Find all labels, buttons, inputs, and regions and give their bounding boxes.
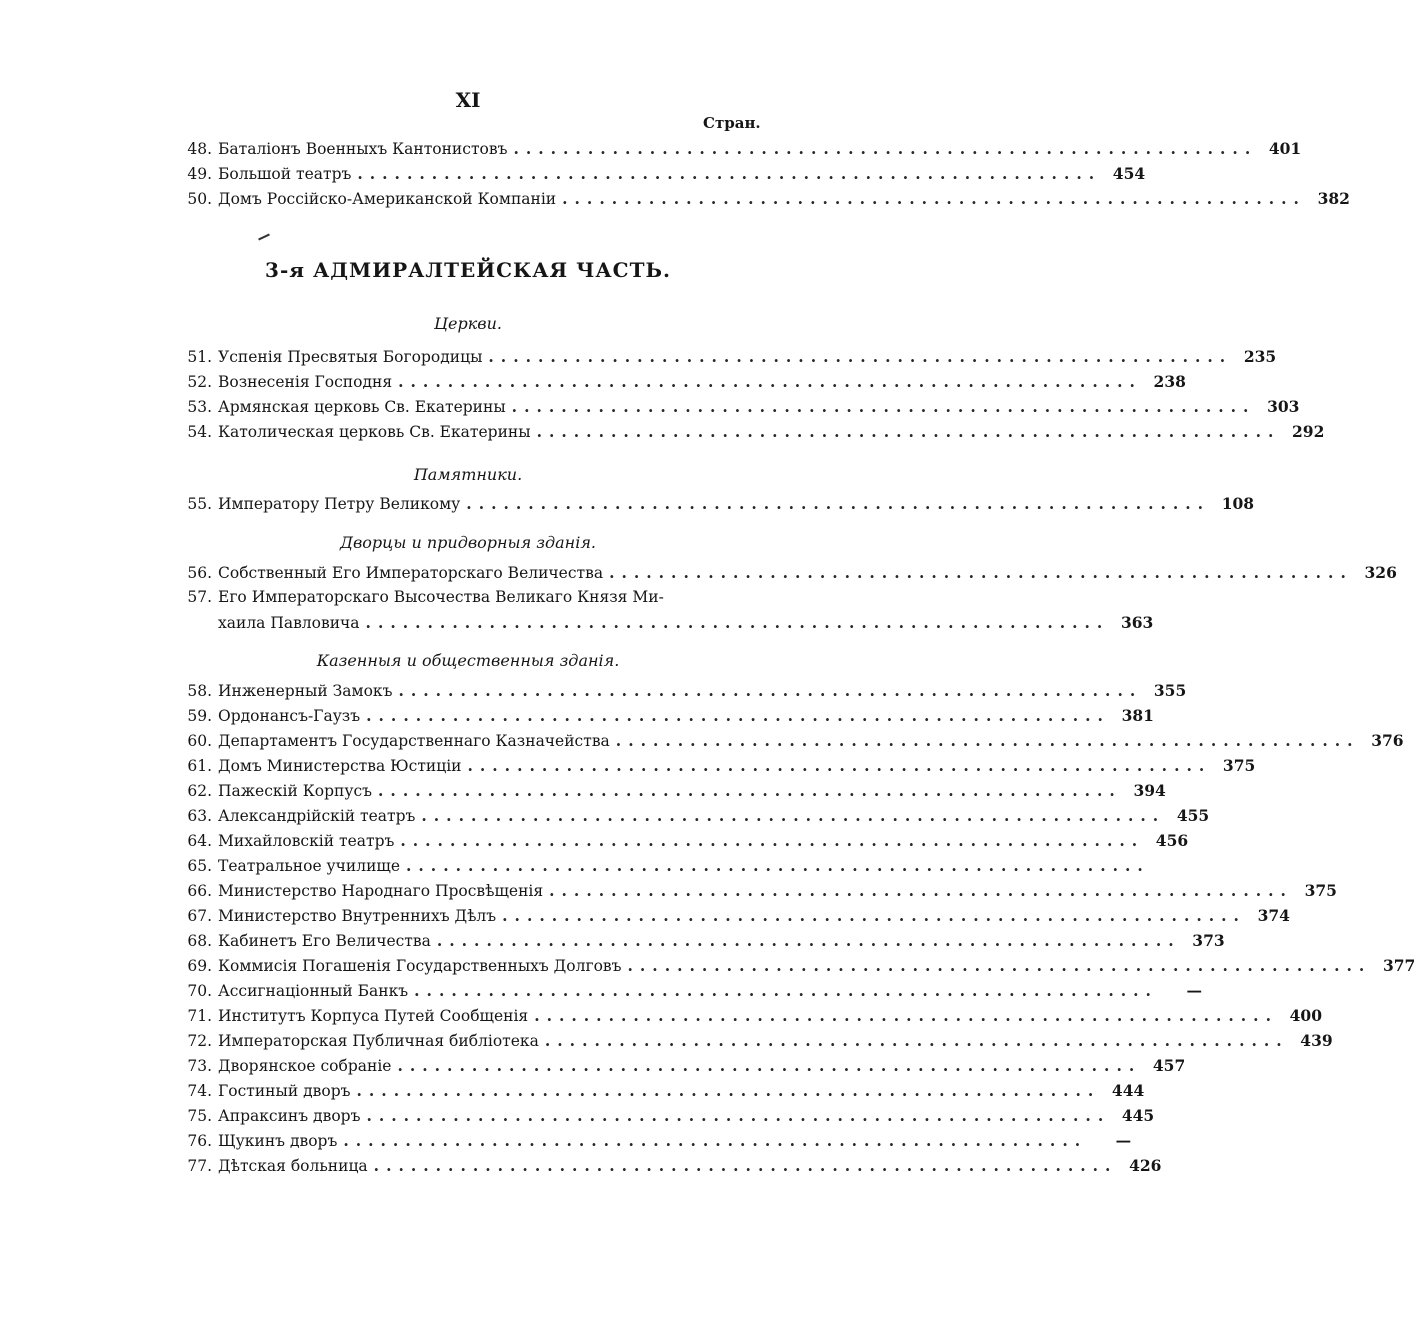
entry-page: 373 — [1192, 931, 1225, 950]
toc-entry[interactable] — [172, 494, 1255, 519]
entry-page: 381 — [1121, 706, 1154, 725]
entry-title: Апраксинъ дворъ — [218, 1107, 361, 1125]
entry-number: 70. — [187, 982, 212, 1000]
dot-leader: ............................................................ — [534, 1006, 1278, 1025]
entry-page: 394 — [1133, 781, 1166, 800]
dot-leader: ............................................................ — [488, 347, 1233, 366]
entry-title: Министерство Народнаго Просвѣщенія — [218, 882, 544, 900]
entry-number: 76. — [187, 1132, 212, 1150]
toc-entry[interactable] — [172, 347, 1277, 372]
toc-entry[interactable] — [172, 1006, 1322, 1031]
section-title: 3-я АДМИРАЛТЕЙСКАЯ ЧАСТЬ. — [265, 258, 671, 282]
toc-entry[interactable] — [172, 956, 1415, 981]
toc-entry[interactable] — [172, 1106, 1155, 1131]
dot-leader: ............................................................ — [421, 806, 1166, 825]
churches-list — [172, 347, 1325, 447]
entry-page: 303 — [1267, 397, 1300, 416]
top-entry-list — [172, 139, 1350, 214]
entry-page: 376 — [1371, 731, 1404, 750]
entry-page: 377 — [1382, 956, 1415, 975]
entry-title: Домъ Россійско-Американской Компаніи — [218, 190, 557, 208]
dot-leader: ............................................................ — [343, 1131, 1088, 1150]
entry-page: 426 — [1129, 1156, 1162, 1175]
dot-leader: ............................................................ — [609, 563, 1353, 582]
entry-number: 74. — [187, 1082, 212, 1100]
group-heading-palaces: Дворцы и придворныя зданія. — [339, 533, 597, 552]
entry-number: 75. — [187, 1107, 212, 1125]
entry-title: Александрійскій театръ — [218, 807, 416, 825]
entry-page: 439 — [1300, 1031, 1333, 1050]
entry-number: 64. — [187, 832, 212, 850]
entry-title: Дворянское собраніе — [218, 1057, 392, 1075]
ink-mark — [258, 234, 270, 241]
dot-leader: ............................................................ — [549, 881, 1293, 900]
entry-number: 52. — [187, 373, 212, 391]
entry-number: 56. — [187, 564, 212, 582]
entry-page: 363 — [1120, 613, 1154, 632]
page-number: XI — [455, 88, 481, 112]
entry-page: 400 — [1289, 1006, 1322, 1025]
dot-leader: ............................................................ — [502, 906, 1246, 925]
entry-title: Ассигнаціонный Банкъ — [218, 982, 409, 1000]
entry-number: 69. — [187, 957, 212, 975]
entry-number: 49. — [187, 165, 212, 183]
dot-leader: ............................................................ — [365, 613, 1110, 632]
toc-entry[interactable] — [172, 781, 1166, 806]
entry-page: 375 — [1222, 756, 1256, 775]
entry-page: 108 — [1221, 494, 1255, 513]
toc-entry[interactable] — [172, 1156, 1162, 1181]
entry-page: 455 — [1176, 806, 1210, 825]
entry-page: 456 — [1155, 831, 1189, 850]
toc-entry[interactable] — [172, 563, 1397, 588]
dot-leader: ............................................................ — [627, 956, 1372, 975]
toc-entry-continuation[interactable] — [172, 613, 1154, 638]
entry-title: Его Императорскаго Высочества Великаго Князя Ми- — [218, 588, 664, 606]
entry-title: Императорская Публичная библіотека — [218, 1032, 539, 1050]
toc-entry[interactable] — [172, 1131, 1132, 1156]
entry-number: 58. — [187, 682, 212, 700]
dot-leader: ............................................................ — [398, 681, 1143, 700]
entry-title: Михайловскій театръ — [218, 832, 395, 850]
toc-entry[interactable] — [172, 906, 1290, 931]
toc-entry[interactable] — [172, 806, 1210, 831]
entry-title: Собственный Его Императорскаго Величества — [218, 564, 604, 582]
entry-number: 67. — [187, 907, 212, 925]
palaces-list — [172, 563, 1397, 638]
entry-title: Вознесенія Господня — [218, 373, 393, 391]
entry-number: 71. — [187, 1007, 212, 1025]
entry-page: 382 — [1317, 189, 1350, 208]
toc-entry[interactable] — [172, 756, 1256, 781]
public-buildings-list — [172, 681, 1415, 1181]
entry-page: 457 — [1152, 1056, 1186, 1075]
entry-number: 61. — [187, 757, 212, 775]
dot-leader: ............................................................ — [536, 422, 1281, 441]
entry-page: 375 — [1304, 881, 1337, 900]
entry-title-continuation: хаила Павловича — [218, 614, 360, 632]
toc-entry[interactable] — [172, 1081, 1145, 1106]
dot-leader: ............................................................ — [400, 831, 1145, 850]
page-column-header: Стран. — [703, 114, 761, 132]
toc-entry[interactable] — [172, 706, 1154, 731]
entry-page: 326 — [1364, 563, 1397, 582]
entry-number: 59. — [187, 707, 212, 725]
entry-number: 55. — [187, 495, 212, 513]
entry-title: Католическая церковь Св. Екатерины — [218, 423, 531, 441]
entry-number: 53. — [187, 398, 212, 416]
dot-leader: ............................................................ — [511, 397, 1256, 416]
toc-entry[interactable] — [172, 164, 1146, 189]
entry-page: 445 — [1121, 1106, 1155, 1125]
entry-number: 57. — [187, 588, 212, 606]
toc-entry[interactable] — [172, 881, 1337, 906]
dot-leader: ............................................................ — [562, 189, 1306, 208]
entry-title: Гостиный дворъ — [218, 1082, 351, 1100]
entry-number: 66. — [187, 882, 212, 900]
dot-leader: ............................................................ — [406, 856, 1150, 875]
entry-number: 65. — [187, 857, 212, 875]
entry-title: Инженерный Замокъ — [218, 682, 393, 700]
toc-entry[interactable] — [172, 372, 1186, 397]
entry-title: Щукинъ дворъ — [218, 1132, 338, 1150]
toc-entry[interactable] — [172, 1031, 1333, 1056]
entry-title: Кабинетъ Его Величества — [218, 932, 431, 950]
entry-number: 54. — [187, 423, 212, 441]
toc-entry[interactable] — [172, 422, 1325, 447]
dot-leader: ............................................................ — [378, 781, 1122, 800]
entry-page: — — [1115, 1131, 1132, 1150]
entry-number: 48. — [187, 140, 212, 158]
toc-entry[interactable] — [172, 831, 1189, 856]
dot-leader: ............................................................ — [373, 1156, 1118, 1175]
toc-entry[interactable] — [172, 1056, 1186, 1081]
toc-entry[interactable] — [172, 731, 1404, 756]
entry-page: 454 — [1112, 164, 1146, 183]
entry-page: 374 — [1257, 906, 1290, 925]
dot-leader: ............................................................ — [357, 164, 1102, 183]
entry-number: 77. — [187, 1157, 212, 1175]
group-heading-public-buildings: Казенныя и общественныя зданія. — [316, 651, 620, 670]
entry-number: 72. — [187, 1032, 212, 1050]
entry-title: Императору Петру Великому — [218, 495, 461, 513]
entry-title: Успенія Пресвятыя Богородицы — [218, 348, 483, 366]
toc-entry[interactable] — [172, 856, 1150, 881]
entry-title: Баталіонъ Военныхъ Кантонистовъ — [218, 140, 508, 158]
entry-page: 238 — [1153, 372, 1186, 391]
entry-title: Пажескій Корпусъ — [218, 782, 373, 800]
entry-title: Ордонансъ-Гаузъ — [218, 707, 361, 725]
entry-title: Армянская церковь Св. Екатерины — [218, 398, 506, 416]
entry-title: Большой театръ — [218, 165, 352, 183]
entry-number: 68. — [187, 932, 212, 950]
entry-title: Коммисія Погашенія Государственныхъ Долговъ — [218, 957, 622, 975]
entry-number: 51. — [187, 348, 212, 366]
toc-entry[interactable] — [172, 139, 1302, 164]
entry-page: — — [1186, 981, 1202, 1000]
monuments-list — [172, 494, 1255, 519]
entry-page: 355 — [1153, 681, 1187, 700]
dot-leader: ............................................................ — [544, 1031, 1289, 1050]
dot-leader: ............................................................ — [615, 731, 1360, 750]
toc-entry[interactable] — [172, 189, 1350, 214]
entry-number: 73. — [187, 1057, 212, 1075]
toc-entry[interactable] — [172, 397, 1300, 422]
toc-entry[interactable] — [172, 588, 762, 613]
entry-title: Министерство Внутреннихъ Дѣлъ — [218, 907, 497, 925]
entry-title: Департаментъ Государственнаго Казначейства — [218, 732, 610, 750]
dot-leader: ............................................................ — [466, 494, 1211, 513]
dot-leader: ............................................................ — [366, 1106, 1111, 1125]
dot-leader: ............................................................ — [356, 1081, 1101, 1100]
entry-page: 444 — [1111, 1081, 1145, 1100]
dot-leader: ............................................................ — [436, 931, 1181, 950]
group-heading-churches: Церкви. — [434, 314, 502, 333]
entry-number: 60. — [187, 732, 212, 750]
dot-leader: ............................................................ — [513, 139, 1258, 158]
entry-number: 50. — [187, 190, 212, 208]
dot-leader: ............................................................ — [414, 981, 1158, 1000]
entry-page: 235 — [1243, 347, 1277, 366]
entry-title: Театральное училище — [218, 857, 400, 875]
dot-leader: ............................................................ — [398, 372, 1142, 391]
entry-page: 401 — [1268, 139, 1302, 158]
toc-entry[interactable] — [172, 981, 1202, 1006]
entry-number: 63. — [187, 807, 212, 825]
dot-leader: ............................................................ — [366, 706, 1110, 725]
entry-page: 292 — [1292, 422, 1325, 441]
dot-leader: ............................................................ — [467, 756, 1212, 775]
entry-title: Дѣтская больница — [218, 1157, 368, 1175]
entry-number: 62. — [187, 782, 212, 800]
toc-entry[interactable] — [172, 681, 1187, 706]
dot-leader: ............................................................ — [397, 1056, 1142, 1075]
entry-title: Институтъ Корпуса Путей Сообщенія — [218, 1007, 529, 1025]
entry-title: Домъ Министерства Юстиціи — [218, 757, 462, 775]
group-heading-monuments: Памятники. — [413, 465, 523, 484]
toc-entry[interactable] — [172, 931, 1225, 956]
